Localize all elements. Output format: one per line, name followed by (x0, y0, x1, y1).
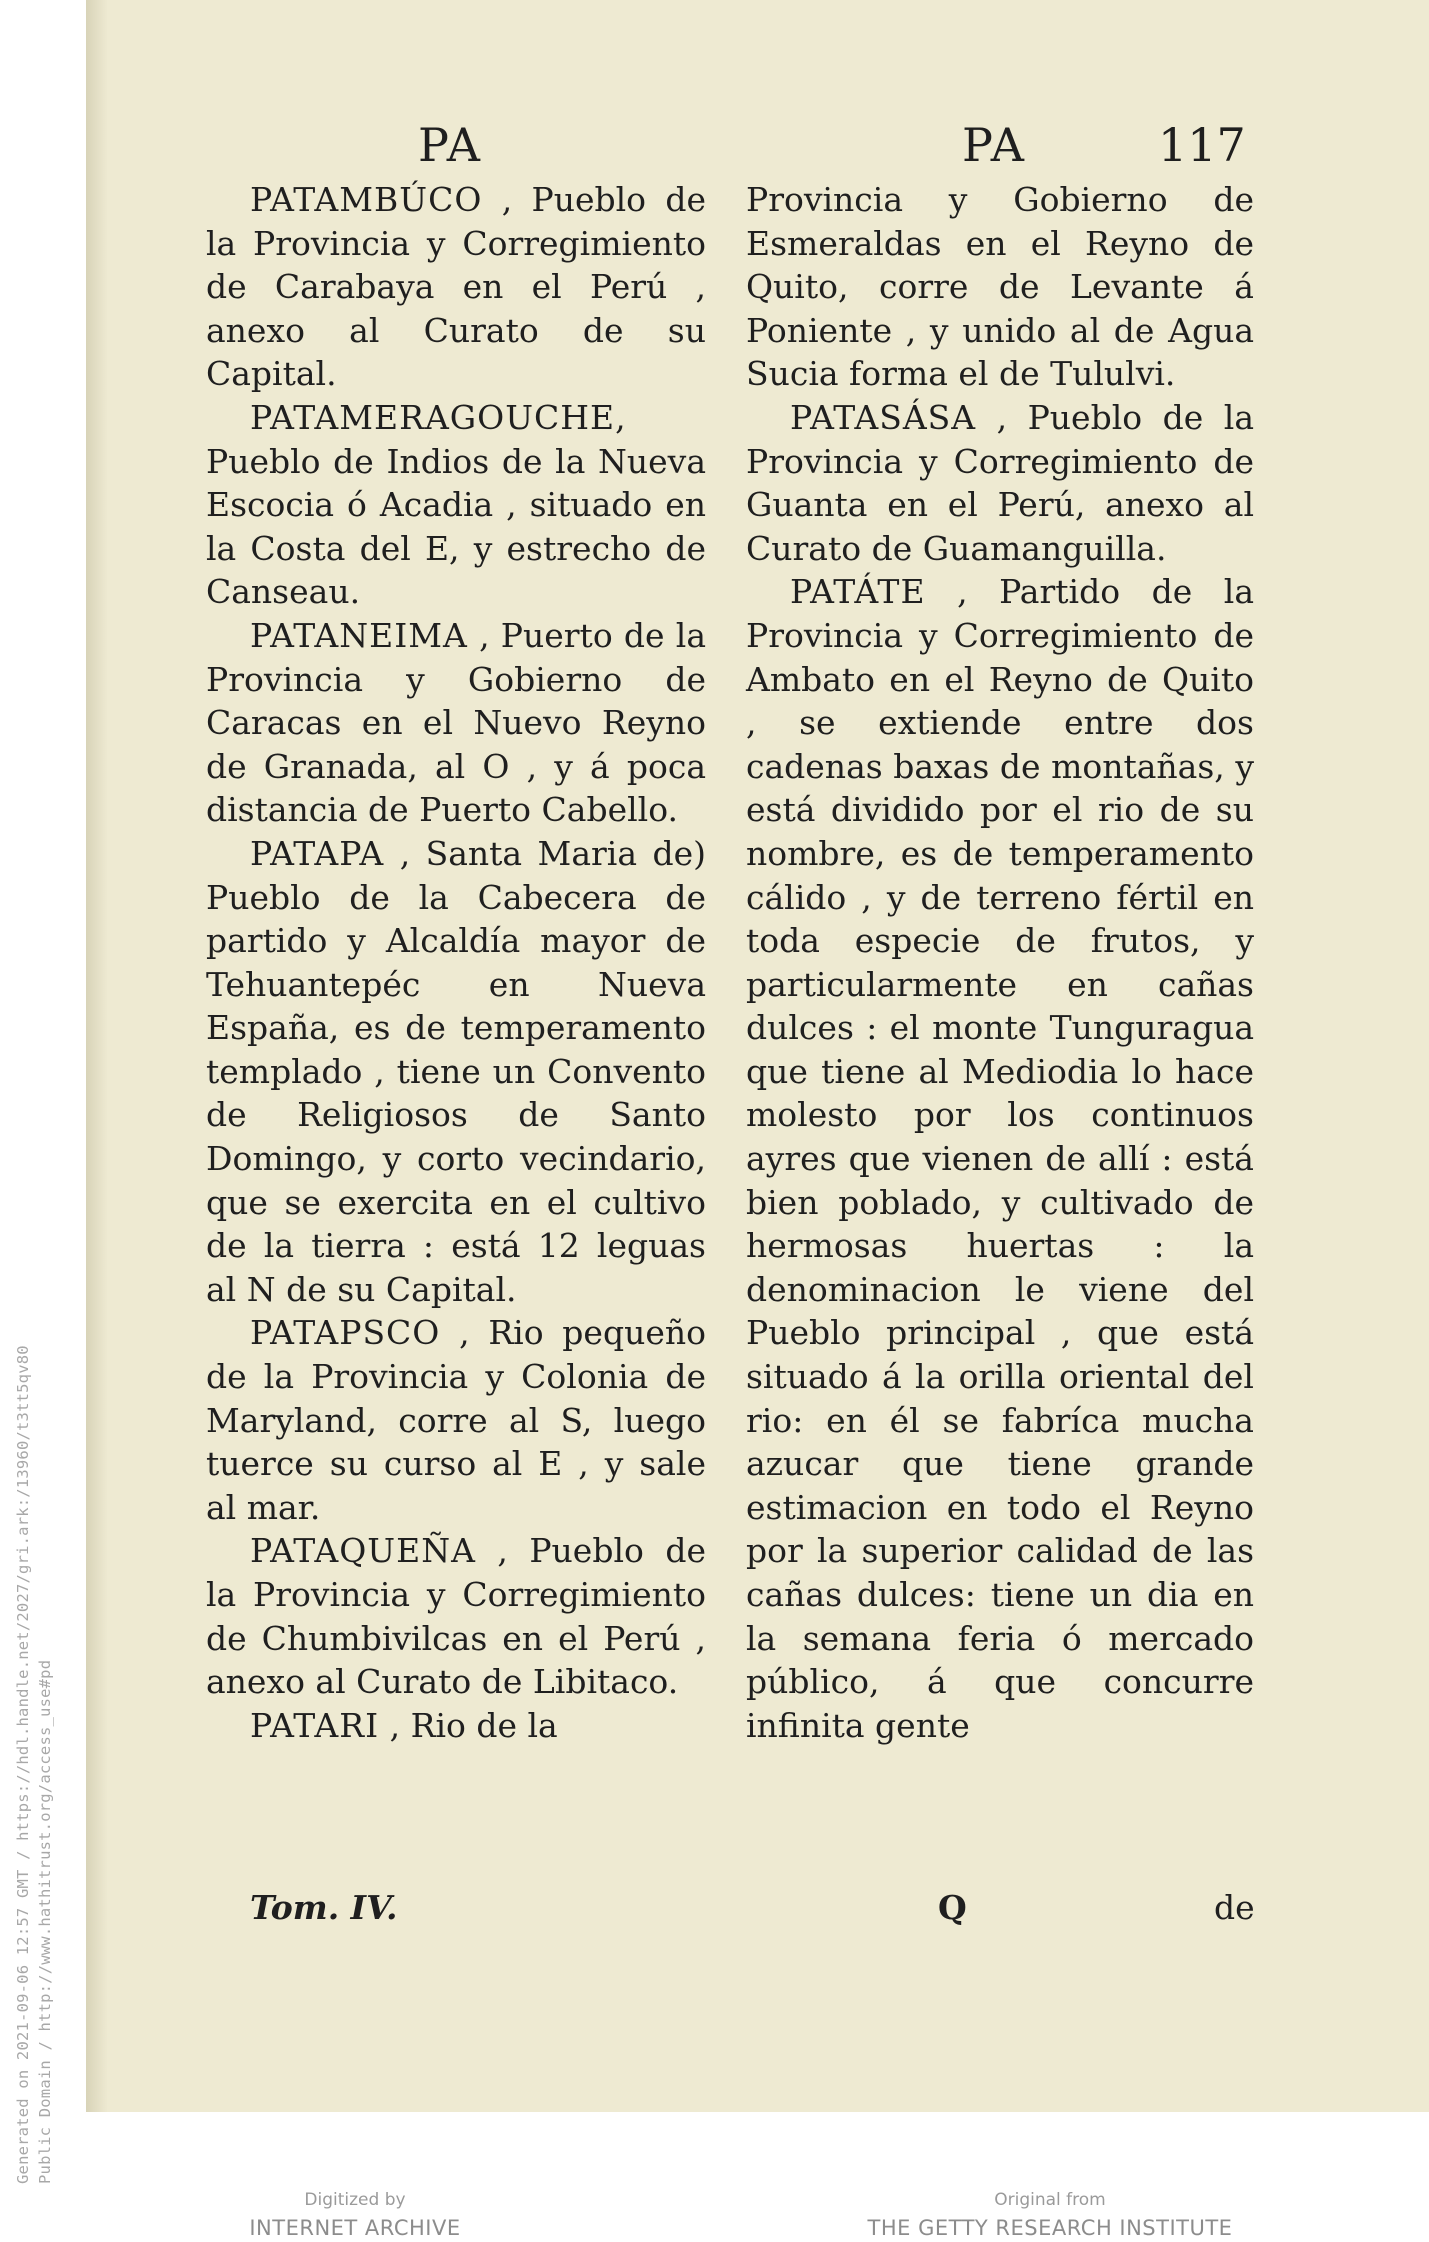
entry-text: , Rio pequeño de la Provincia y Colonia de Maryland, corre al S, luego tuerce su curso al E , y sale al mar. (206, 1313, 706, 1527)
entry-headword: PATARI (250, 1705, 380, 1745)
getty-institute-label: THE GETTY RESEARCH INSTITUTE (867, 2216, 1233, 2240)
entry-text: , Pueblo de la Provincia y Corregimiento de Guanta en el Perú, anexo al Curato de Guamanguilla. (746, 397, 1254, 568)
hathitrust-stamp (0, 0, 80, 2242)
entry-pataquena (206, 1529, 706, 1703)
entry-headword: PATAPA (250, 833, 385, 873)
catchword: de (1214, 1888, 1255, 1927)
entry-text: , Pueblo de la Provincia y Corregimiento de Carabaya en el Perú , anexo al Curato de su Capital. (206, 180, 706, 394)
page-gutter-shadow (86, 0, 108, 2112)
entry-patasasa (746, 396, 1254, 570)
internet-archive-label: INTERNET ARCHIVE (249, 2216, 461, 2240)
entry-patameragouche (206, 396, 706, 614)
entry-continuation (746, 178, 1254, 396)
entry-headword: PATAQUEÑA (250, 1531, 476, 1571)
stamp-generated-line: Generated on 2021-09-06 12:57 GMT / https://hdl.handle.net/2027/gri.ark:/13960/t3tt5qv80 (14, 1345, 32, 2184)
running-head-left: PA (418, 118, 482, 172)
entry-headword: PATANEIMA (250, 615, 468, 655)
entry-text: Provincia y Gobierno de Esmeraldas en el Reyno de Quito, corre de Levante á Poniente , y unido al de Agua Sucia forma el de Tululvi. (746, 180, 1254, 394)
entry-text: , Partido de la Provincia y Corregimiento de Ambato en el Reyno de Quito , se extiende entre dos cadenas baxas de montañas, y está dividido por el rio de su nombre, es de temperamento cálido , y de terreno fértil en toda especie de frutos, y particularmente en cañas dulces : el monte Tunguragua que tiene al Mediodia lo hace molesto por los continuos ayres que vienen de allí : está bien poblado, y cultivado de hermosas huertas : la denominacion le viene del Pueblo principal , que está situado á la orilla oriental del rio: en él se fabríca mucha azucar que tiene grande estimacion en todo el Reyno por la superior calidad de las cañas dulces: tiene un dia en la semana feria ó mercado público, á que concurre infinita gente (746, 572, 1254, 1745)
entry-text: , Santa Maria de) Pueblo de la Cabecera de partido y Alcaldía mayor de Tehuantepéc en Nueva España, es de temperamento templado , tiene un Convento de Religiosos de Santo Domingo, y corto vecindario, que se exercita en el cultivo de la tierra : está 12 leguas al N de su Capital. (206, 833, 706, 1309)
digitized-by-credit (230, 2190, 480, 2240)
entry-headword: PATAPSCO (250, 1313, 441, 1353)
original-from-label: Original from (994, 2190, 1106, 2210)
entry-headword: PATÁTE (790, 572, 926, 612)
entry-patapsco (206, 1311, 706, 1529)
stamp-license-line: Public Domain / http://www.hathitrust.org/access_use#pd (36, 1659, 54, 2184)
digitized-by-label: Digitized by (304, 2190, 406, 2210)
page-number: 117 (1158, 118, 1246, 172)
entry-patapa (206, 832, 706, 1312)
entry-patari (206, 1704, 706, 1748)
right-column (746, 178, 1254, 1747)
entry-headword: PATAMBÚCO (250, 180, 483, 219)
volume-signature: Tom. IV. (250, 1888, 398, 1927)
original-from-credit (850, 2190, 1250, 2240)
entry-headword: PATASÁSA (790, 397, 977, 437)
gathering-signature-mark: Q (938, 1888, 967, 1927)
entry-patambuco (206, 178, 706, 396)
entry-text: Pueblo de Indios de la Nueva Escocia ó Acadia , situado en la Costa del E, y estrecho de Canseau. (206, 441, 706, 612)
entry-pataneima (206, 614, 706, 832)
entry-text: , Pueblo de la Provincia y Corregimiento de Chumbivilcas en el Perú , anexo al Curato de Libitaco. (206, 1531, 707, 1702)
running-head-right: PA (962, 118, 1026, 172)
entry-text: , Rio de la (389, 1705, 558, 1745)
left-column (206, 178, 706, 1747)
entry-headword: PATAMERAGOUCHE, (250, 397, 627, 437)
entry-patate (746, 570, 1254, 1747)
entry-text: , Puerto de la Provincia y Gobierno de Caracas en el Nuevo Reyno de Granada, al O , y á poca distancia de Puerto Cabello. (206, 615, 706, 830)
